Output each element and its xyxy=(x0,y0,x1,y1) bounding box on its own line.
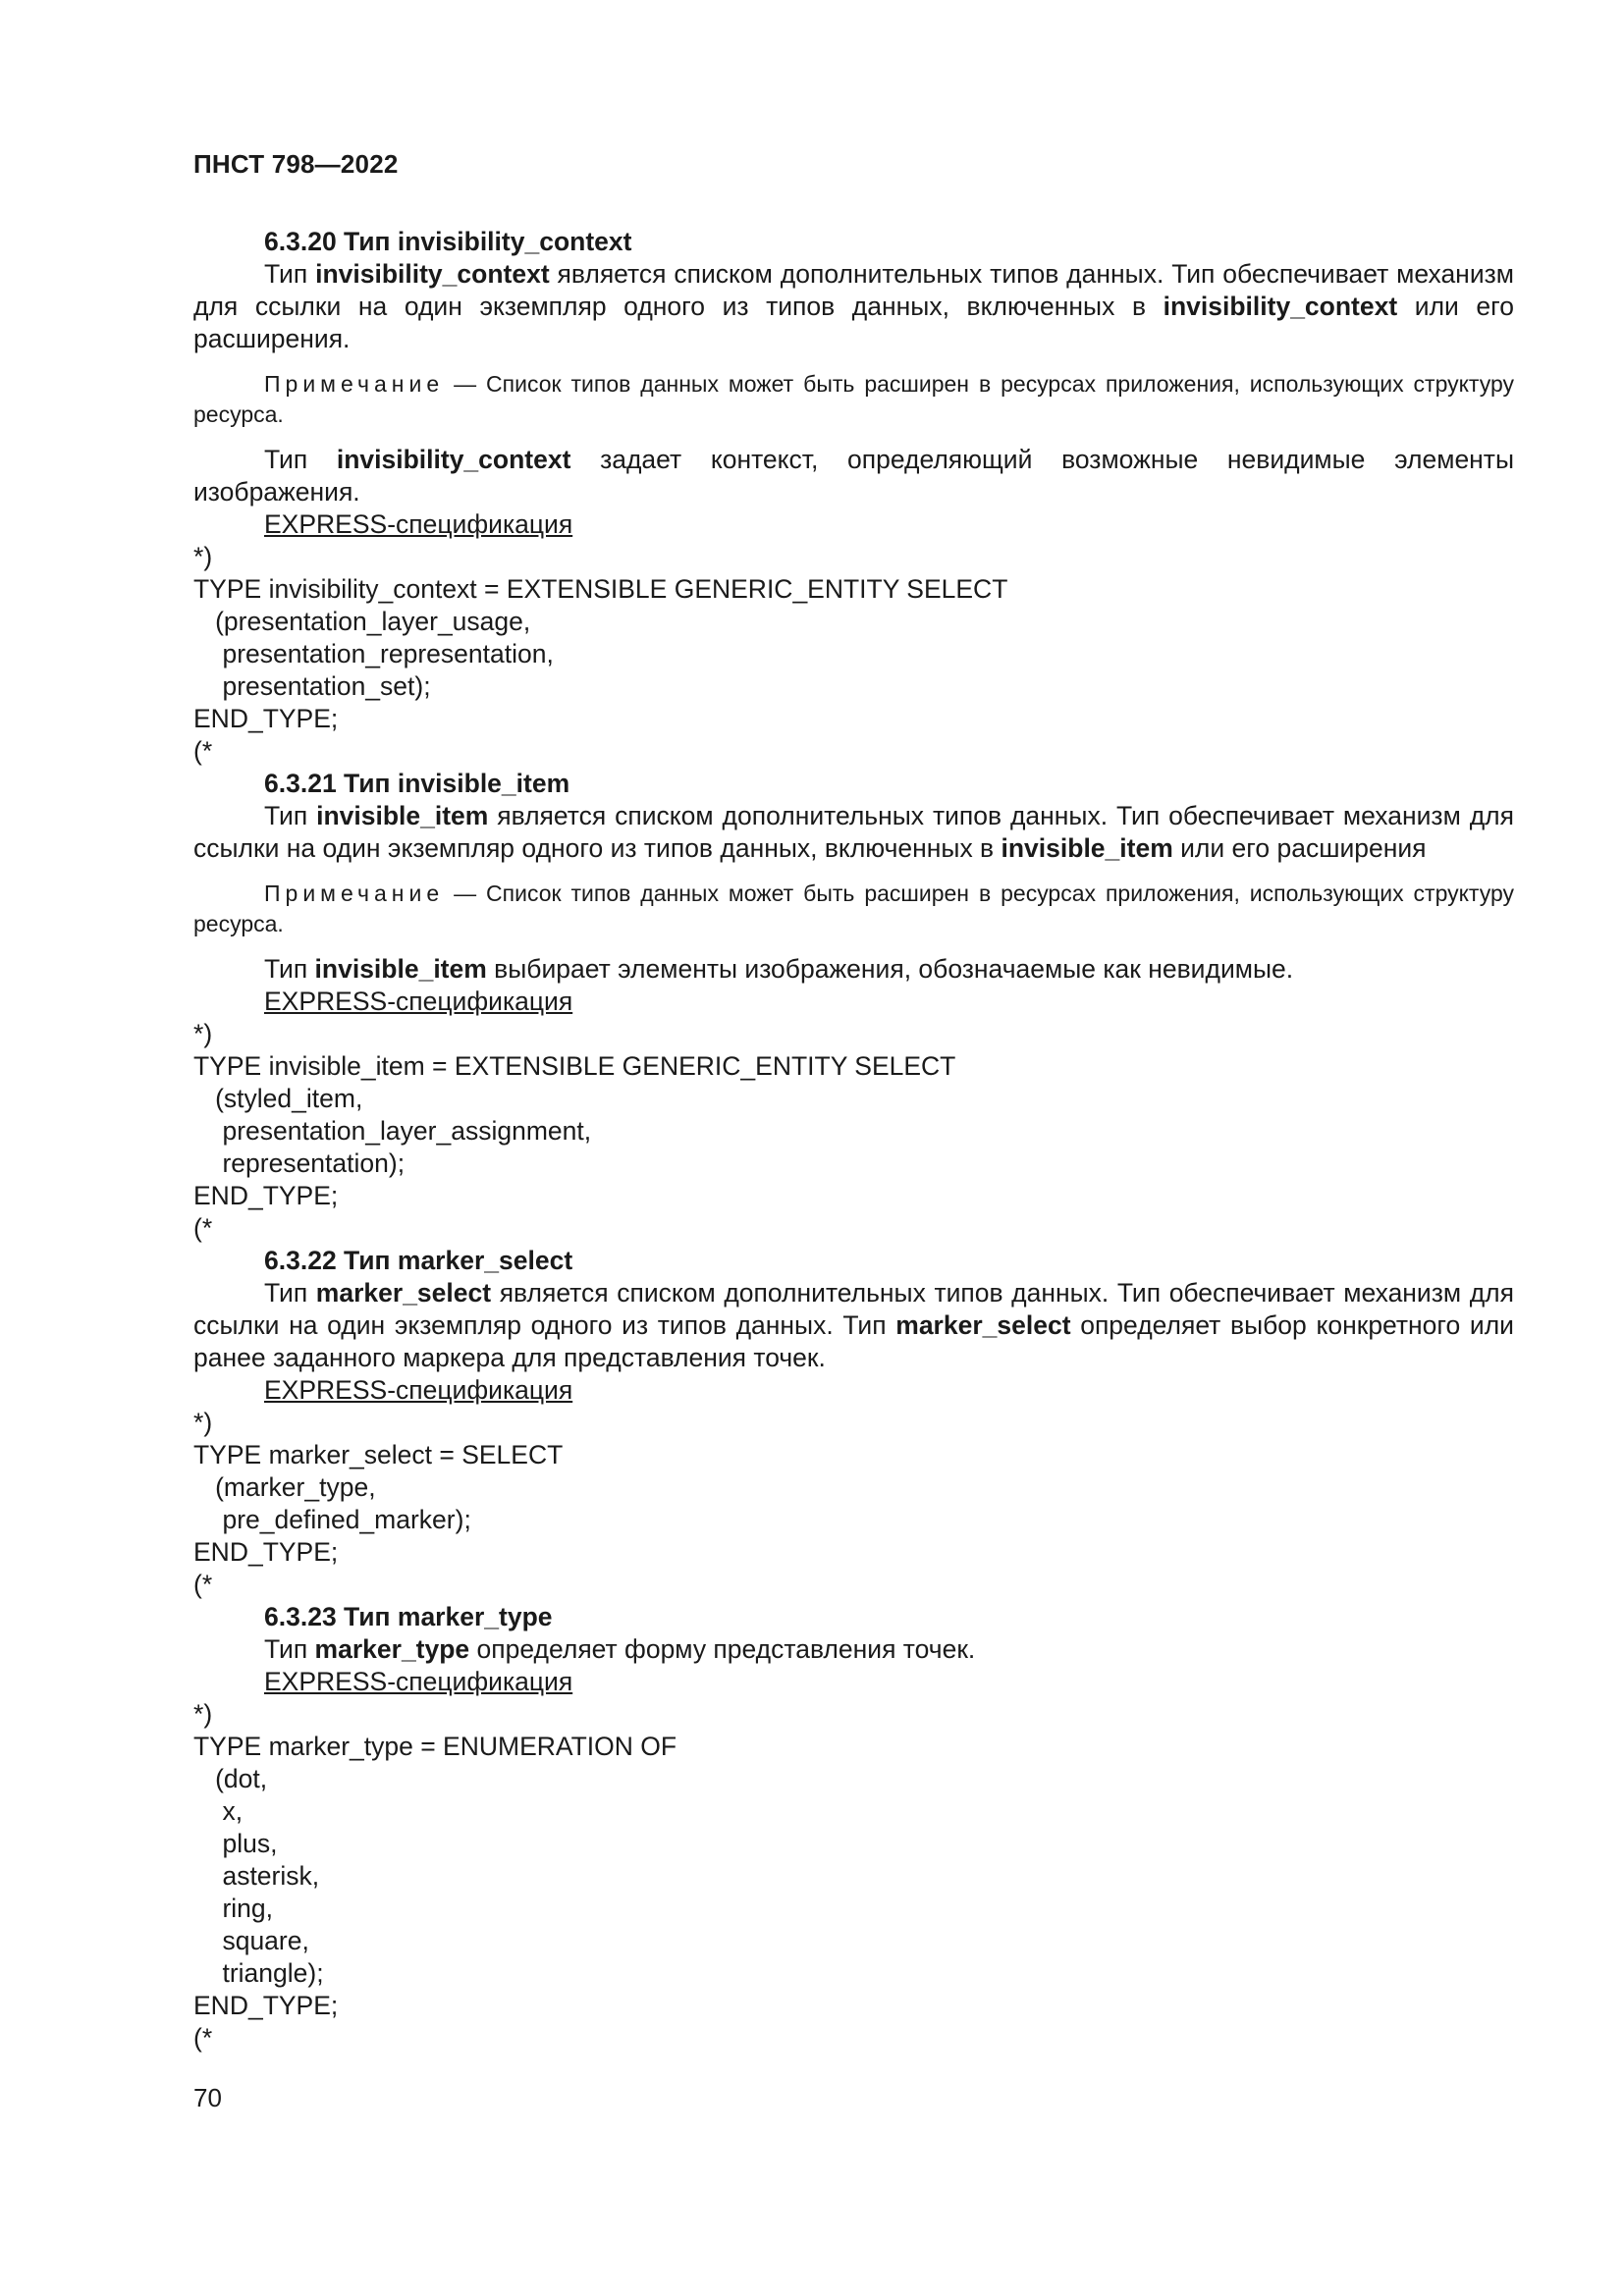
code-line: *) xyxy=(193,542,213,571)
section-heading-6-3-21: 6.3.21 Тип invisible_item xyxy=(264,769,570,798)
document-code-header: ПНСТ 798—2022 xyxy=(193,149,399,179)
code-line: ring, xyxy=(193,1894,274,1923)
section-heading-6-3-22: 6.3.22 Тип marker_select xyxy=(264,1246,573,1275)
code-line: TYPE invisible_item = EXTENSIBLE GENERIC_ENTITY SELECT xyxy=(193,1051,956,1081)
code-line: plus, xyxy=(193,1829,278,1858)
express-code-block xyxy=(193,1698,1514,2055)
section-paragraph: Тип marker_type определяет форму представления точек. xyxy=(264,1634,976,1664)
express-code-block xyxy=(193,541,1514,768)
code-line: asterisk, xyxy=(193,1861,320,1891)
code-line: END_TYPE; xyxy=(193,1181,339,1210)
code-line: representation); xyxy=(193,1148,406,1178)
code-line: square, xyxy=(193,1926,309,1955)
code-line: END_TYPE; xyxy=(193,1537,339,1567)
code-line: (* xyxy=(193,2023,213,2053)
code-line: TYPE invisibility_context = EXTENSIBLE GENERIC_ENTITY SELECT xyxy=(193,574,1008,604)
note: Примечание — Список типов данных может быть расширен в ресурсах приложения, использующих структуру ресурса. xyxy=(193,371,1514,427)
page-number: 70 xyxy=(193,2083,222,2112)
code-line: x, xyxy=(193,1796,244,1826)
code-line: presentation_layer_assignment, xyxy=(193,1116,592,1146)
express-code-block xyxy=(193,1407,1514,1601)
note-label: Примечание xyxy=(264,881,445,906)
express-spec-label: EXPRESS-спецификация xyxy=(264,1375,573,1405)
section-paragraph: Тип invisible_item выбирает элементы изображения, обозначаемые как невидимые. xyxy=(264,954,1294,984)
code-line: (dot, xyxy=(193,1764,268,1793)
code-line: (marker_type, xyxy=(193,1472,376,1502)
code-line: triangle); xyxy=(193,1958,324,1988)
code-line: pre_defined_marker); xyxy=(193,1505,471,1534)
code-line: END_TYPE; xyxy=(193,704,339,733)
code-line: *) xyxy=(193,1019,213,1048)
code-line: TYPE marker_select = SELECT xyxy=(193,1440,564,1469)
code-line: (presentation_layer_usage, xyxy=(193,607,531,636)
code-line: *) xyxy=(193,1699,213,1729)
section-paragraph: Тип marker_select является списком дополнительных типов данных. Тип обеспечивает механизм для ссылки на один экземпляр одного из типов данных. Тип marker_select определяет выбор конкретного или ранее заданного маркера для представления точек. xyxy=(193,1278,1514,1372)
page-content xyxy=(193,226,1514,2055)
code-line: (styled_item, xyxy=(193,1084,363,1113)
express-code-block xyxy=(193,1018,1514,1245)
section-heading-6-3-23: 6.3.23 Тип marker_type xyxy=(264,1602,553,1631)
express-spec-label: EXPRESS-спецификация xyxy=(264,509,573,539)
code-line: (* xyxy=(193,1570,213,1599)
express-spec-label: EXPRESS-спецификация xyxy=(264,987,573,1016)
section-paragraph: Тип invisibility_context является списком дополнительных типов данных. Тип обеспечивает механизм для ссылки на один экземпляр одного из типов данных, включенных в invisibility_context или его расширения. xyxy=(193,259,1514,353)
code-line: (* xyxy=(193,1213,213,1243)
code-line: END_TYPE; xyxy=(193,1991,339,2020)
code-line: presentation_set); xyxy=(193,671,431,701)
section-paragraph: Тип invisibility_context задает контекст, определяющий возможные невидимые элементы изображения. xyxy=(193,445,1514,507)
note-label: Примечание xyxy=(264,371,445,397)
code-line: (* xyxy=(193,736,213,766)
code-line: presentation_representation, xyxy=(193,639,554,668)
section-heading-6-3-20: 6.3.20 Тип invisibility_context xyxy=(264,227,632,256)
code-line: TYPE marker_type = ENUMERATION OF xyxy=(193,1732,677,1761)
section-paragraph: Тип invisible_item является списком дополнительных типов данных. Тип обеспечивает механизм для ссылки на один экземпляр одного из типов данных, включенных в invisible_item или его расширения xyxy=(193,801,1514,863)
note: Примечание — Список типов данных может быть расширен в ресурсах приложения, использующих структуру ресурса. xyxy=(193,881,1514,936)
code-line: *) xyxy=(193,1408,213,1437)
express-spec-label: EXPRESS-спецификация xyxy=(264,1667,573,1696)
